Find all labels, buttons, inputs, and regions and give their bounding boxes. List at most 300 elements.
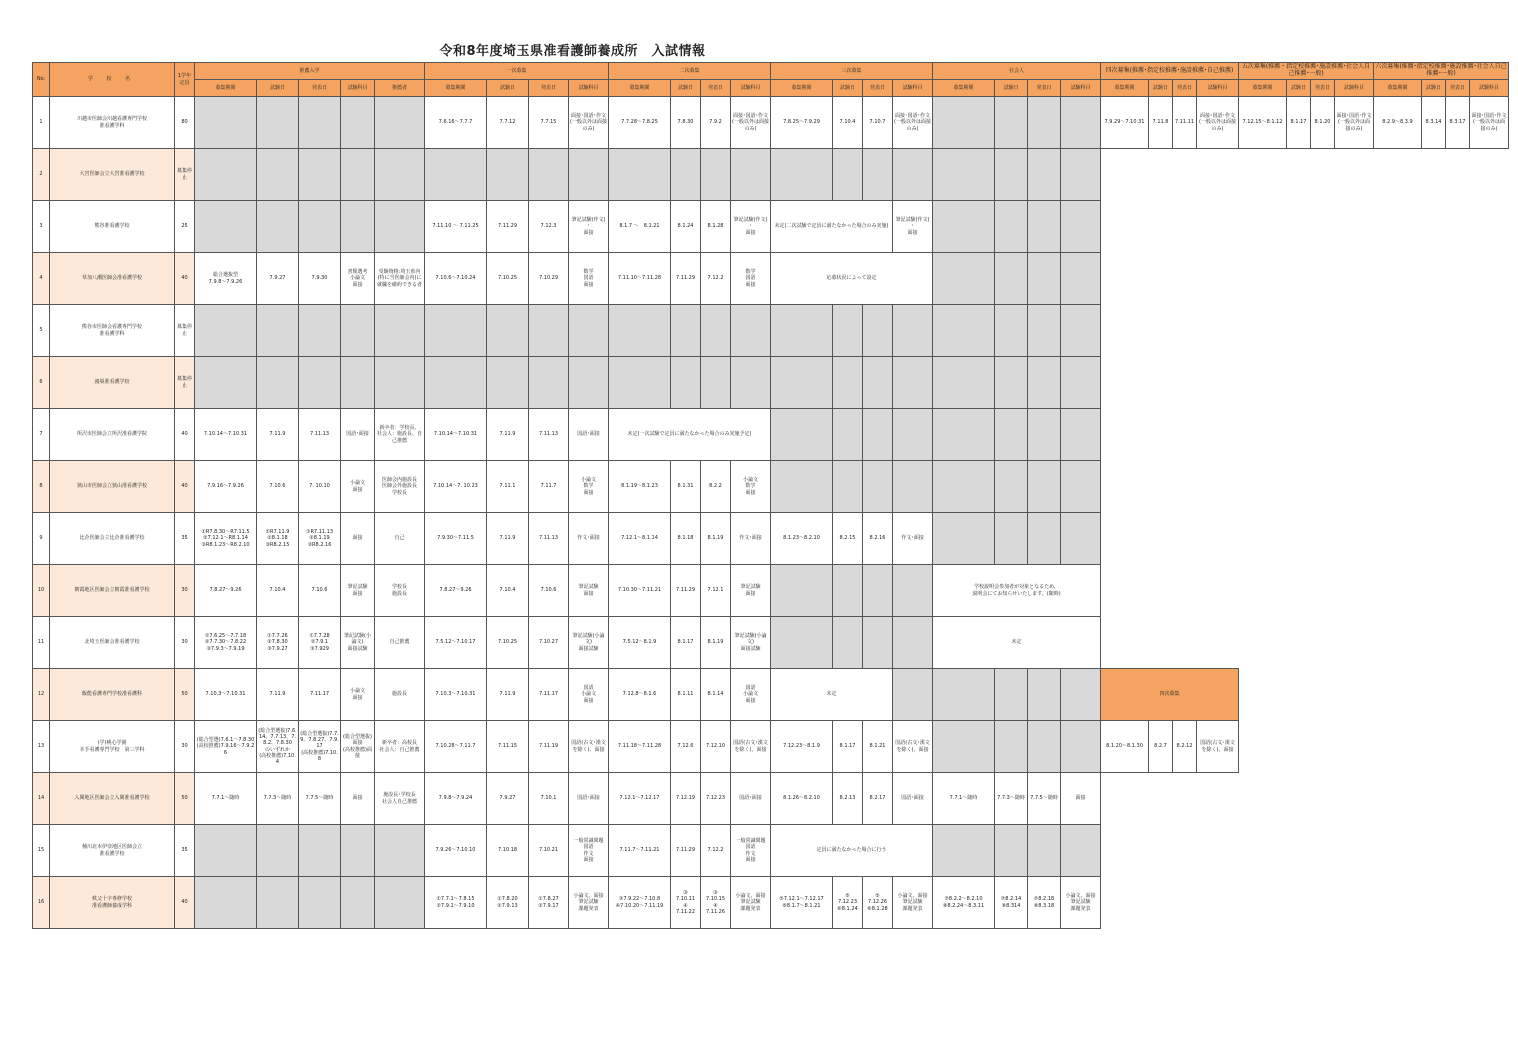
blank-cell (1311, 617, 1335, 669)
third-cell: 7.10.4 (833, 97, 863, 149)
sixth-cell: 8.3.17 (1446, 97, 1470, 149)
second-cell: 7.10.30～7.11.21 (609, 565, 671, 617)
blank-cell (1149, 409, 1173, 461)
third-cell: 7.8.25～7.9.29 (771, 97, 833, 149)
shakaijin-empty-cell (933, 357, 995, 409)
blank-cell (1446, 253, 1470, 305)
first-cell: 7.11.15 (487, 721, 529, 773)
shakaijin-empty-cell (995, 201, 1028, 253)
third-cell: 8.1.21 (863, 721, 893, 773)
blank-cell (1149, 513, 1173, 565)
shakaijin-empty-cell (995, 721, 1028, 773)
blank-cell (1374, 825, 1422, 877)
suisen-empty-cell (341, 201, 375, 253)
second-cell: 7.5.12～8.1.9 (609, 617, 671, 669)
shakaijin-empty-cell (995, 305, 1028, 357)
subheader-period: 募集期間 (1239, 80, 1287, 97)
blank-cell (1422, 461, 1446, 513)
blank-cell (1173, 461, 1197, 513)
third-cell: 国語･面接 (893, 773, 933, 825)
suisen-empty-cell (375, 149, 425, 201)
second-empty-cell (671, 305, 701, 357)
third-cell: 作文･面接 (893, 513, 933, 565)
shakaijin-empty-cell (933, 253, 995, 305)
blank-cell (1422, 201, 1446, 253)
second-merged-note: 未定(一次試験で定員に満たなかった場合のみ実施予定) (609, 409, 771, 461)
capacity: 40 (175, 877, 195, 929)
shakaijin-empty-cell (995, 253, 1028, 305)
shakaijin-empty-cell (995, 409, 1028, 461)
third-cell: ⑤7.12.1～7.12.17 ⑥8.1.7～8.1.21 (771, 877, 833, 929)
capacity: 30 (175, 565, 195, 617)
blank-cell (1446, 513, 1470, 565)
blank-cell (1287, 565, 1311, 617)
first-cell: 7.9.8～7.9.24 (425, 773, 487, 825)
third-empty-cell (893, 305, 933, 357)
first-empty-cell (425, 149, 487, 201)
third-cell: 8.1.23～8.2.10 (771, 513, 833, 565)
blank-cell (1335, 253, 1374, 305)
blank-cell (1374, 201, 1422, 253)
blank-cell (1335, 721, 1374, 773)
second-cell: 7.11.10～7.11.28 (609, 253, 671, 305)
second-cell: ③ 7.10.15 ④ 7.11.26 (701, 877, 731, 929)
suisen-empty-cell (375, 305, 425, 357)
subheader-exam: 試験日 (671, 80, 701, 97)
suisen-empty-cell (375, 201, 425, 253)
row-number: 13 (33, 721, 50, 773)
blank-cell (1149, 253, 1173, 305)
second-cell: 小論文 数学 面接 (731, 461, 771, 513)
header-school: 学 校 名 (50, 63, 175, 97)
third-cell: 7.12.23～8.1.9 (771, 721, 833, 773)
blank-cell (1101, 357, 1149, 409)
blank-cell (1470, 825, 1509, 877)
blank-cell (1446, 461, 1470, 513)
first-cell: 7.10.1 (529, 773, 569, 825)
fifth-cell: 8.1.17 (1287, 97, 1311, 149)
subheader-subjects: 試験科目 (1061, 80, 1101, 97)
first-cell: 面接･国語･作文(一般以外は面接のみ) (569, 97, 609, 149)
school-name: 熊谷市医師会看護専門学校 准看護学科 (50, 305, 175, 357)
shakaijin-cell: 7.7.1～随時 (933, 773, 995, 825)
suisen-cell: 筆記試験(小論文) 面接試験 (341, 617, 375, 669)
blank-cell (1149, 565, 1173, 617)
capacity: 募集停止 (175, 149, 195, 201)
sixth-cell: 8.2.9～8.3.9 (1374, 97, 1422, 149)
third-merged-note: 未定(二次試験で定員に満たなかった場合のみ実施) (771, 201, 893, 253)
suisen-empty-cell (299, 357, 341, 409)
second-cell: 7.7.28～7.8.25 (609, 97, 671, 149)
second-cell: 8.1.19～8.1.23 (609, 461, 671, 513)
third-cell: 国語(古文･漢文を除く)、面接 (893, 721, 933, 773)
school-name: 飯能看護専門学校准看護科 (50, 669, 175, 721)
fourth-round-label: 四次募集 (1101, 669, 1239, 721)
suisen-cell: ①7.7.28 ②7.9.1 ③7.929 (299, 617, 341, 669)
third-empty-cell (771, 305, 833, 357)
shakaijin-cell: ⑦8.2.2～8.2.10 ⑧8.2.24～8.3.11 (933, 877, 995, 929)
blank-cell (1239, 409, 1287, 461)
first-cell: 7.10.28～7.11.7 (425, 721, 487, 773)
blank-cell (1311, 721, 1335, 773)
blank-cell (1149, 305, 1173, 357)
suisen-cell: 7.8.27～9.26 (195, 565, 257, 617)
blank-cell (1374, 773, 1422, 825)
suisen-cell: 面接 (341, 513, 375, 565)
third-empty-cell (771, 409, 833, 461)
shakaijin-empty-cell (933, 825, 995, 877)
blank-cell (1335, 357, 1374, 409)
first-cell: 7.11.7 (529, 461, 569, 513)
blank-cell (1335, 669, 1374, 721)
blank-cell (1311, 565, 1335, 617)
blank-cell (1101, 617, 1149, 669)
third-cell: 8.1.17 (833, 721, 863, 773)
first-cell: 国語･面接 (569, 773, 609, 825)
blank-cell (1470, 201, 1509, 253)
blank-cell (1239, 669, 1287, 721)
blank-cell (1149, 877, 1173, 929)
blank-cell (1374, 565, 1422, 617)
suisen-empty-cell (341, 149, 375, 201)
third-empty-cell (893, 565, 933, 617)
third-merged-note: 定員に満たなかった場合に行う (771, 825, 933, 877)
shakaijin-cell: 7.7.5～随時 (1028, 773, 1061, 825)
header-first: 一次募集 (425, 63, 609, 80)
first-cell: 7.10.29 (529, 253, 569, 305)
first-empty-cell (487, 305, 529, 357)
second-cell: 7.9.2 (701, 97, 731, 149)
blank-cell (1287, 513, 1311, 565)
suisen-cell: 7.11.13 (299, 409, 341, 461)
shakaijin-empty-cell (1028, 669, 1061, 721)
table-row (33, 773, 1509, 825)
blank-cell (1374, 357, 1422, 409)
blank-cell (1470, 565, 1509, 617)
sixth-cell: 8.3.14 (1422, 97, 1446, 149)
fourth-cell: 7.9.29～7.10.31 (1101, 97, 1149, 149)
shakaijin-empty-cell (1061, 669, 1101, 721)
subheader-exam: 試験日 (1422, 80, 1446, 97)
second-cell: 7.11.29 (671, 565, 701, 617)
blank-cell (1197, 461, 1239, 513)
blank-cell (1239, 149, 1287, 201)
subheader-announce: 発表日 (1173, 80, 1197, 97)
second-cell: 作文･面接 (731, 513, 771, 565)
second-cell: 数学 国語 面接 (731, 253, 771, 305)
blank-cell (1287, 825, 1311, 877)
table-row (33, 565, 1509, 617)
first-empty-cell (425, 357, 487, 409)
blank-cell (1149, 773, 1173, 825)
blank-cell (1239, 721, 1287, 773)
suisen-cell: (総合型選抜)7.7.9、7.8.27、7.9.17 (高校推薦)7.10.8 (299, 721, 341, 773)
blank-cell (1239, 773, 1287, 825)
suisen-cell: 国語･面接 (341, 409, 375, 461)
first-cell: ①7.8.27 ②7.9.17 (529, 877, 569, 929)
first-cell: 7.10.6～7.10.24 (425, 253, 487, 305)
first-empty-cell (487, 149, 529, 201)
blank-cell (1197, 877, 1239, 929)
blank-cell (1287, 669, 1311, 721)
blank-cell (1446, 825, 1470, 877)
second-cell: 8.1.19 (701, 617, 731, 669)
subheader-period: 募集期間 (933, 80, 995, 97)
suisen-empty-cell (195, 357, 257, 409)
suisen-empty-cell (341, 357, 375, 409)
suisen-cell: 7.10.4 (257, 565, 299, 617)
blank-cell (1422, 409, 1446, 461)
shakaijin-cell: 面接 (1061, 773, 1101, 825)
header-third: 三次募集 (771, 63, 933, 80)
suisen-empty-cell (375, 357, 425, 409)
table-row (33, 409, 1509, 461)
blank-cell (1470, 513, 1509, 565)
second-cell: 8.1.14 (701, 669, 731, 721)
suisen-empty-cell (257, 305, 299, 357)
shakaijin-empty-cell (1061, 149, 1101, 201)
shakaijin-cell: 小論文、面接 筆記試験 課題発表 (1061, 877, 1101, 929)
blank-cell (1422, 513, 1446, 565)
school-name: 川越市医師会川越看護専門学校 准看護学科 (50, 97, 175, 149)
third-empty-cell (893, 669, 933, 721)
third-merged-note: 応募状況によって設定 (771, 253, 933, 305)
first-cell: 国語(古文･漢文を除く)、面接 (569, 721, 609, 773)
blank-cell (1101, 409, 1149, 461)
first-cell: 7.11.9 (487, 513, 529, 565)
shakaijin-empty-cell (1028, 305, 1061, 357)
shakaijin-merged-note: 学校説明会参加者が対象となるため、 説明会にてお知らせいたします。(随時) (933, 565, 1101, 617)
blank-cell (1311, 201, 1335, 253)
blank-cell (1101, 461, 1149, 513)
blank-cell (1239, 565, 1287, 617)
first-cell: 7.10.25 (487, 253, 529, 305)
blank-cell (1149, 201, 1173, 253)
third-empty-cell (863, 149, 893, 201)
suisen-empty-cell (341, 877, 375, 929)
blank-cell (1287, 461, 1311, 513)
second-cell: 7.12.1～7.12.17 (609, 773, 671, 825)
third-empty-cell (771, 357, 833, 409)
blank-cell (1239, 253, 1287, 305)
subheader-subjects: 試験科目 (1197, 80, 1239, 97)
first-empty-cell (569, 357, 609, 409)
third-empty-cell (833, 305, 863, 357)
first-cell: 数学 国語 面接 (569, 253, 609, 305)
first-empty-cell (529, 357, 569, 409)
shakaijin-empty-cell (1061, 97, 1101, 149)
shakaijin-empty-cell (1061, 357, 1101, 409)
second-cell: 7.12.10 (701, 721, 731, 773)
suisen-empty-cell (195, 305, 257, 357)
shakaijin-empty-cell (1061, 825, 1101, 877)
third-empty-cell (893, 461, 933, 513)
third-cell: 8.2.16 (863, 513, 893, 565)
table-row (33, 357, 1509, 409)
blank-cell (1374, 409, 1422, 461)
blank-cell (1101, 149, 1149, 201)
fourth-cell: 国語(古文･漢文を除く)、面接 (1197, 721, 1239, 773)
subheader-subjects: 試験科目 (341, 80, 375, 97)
blank-cell (1374, 305, 1422, 357)
table-row (33, 669, 1509, 721)
table-row (33, 461, 1509, 513)
third-empty-cell (833, 461, 863, 513)
row-number: 1 (33, 97, 50, 149)
fourth-cell: 8.2.12 (1173, 721, 1197, 773)
suisen-cell: 7.9.16～7.9.26 (195, 461, 257, 513)
third-empty-cell (771, 565, 833, 617)
second-empty-cell (671, 149, 701, 201)
second-cell: 8.1.24 (671, 201, 701, 253)
third-empty-cell (771, 617, 833, 669)
subheader-announce: 発表日 (1311, 80, 1335, 97)
third-empty-cell (771, 149, 833, 201)
school-name: 北埼玉医師会准看護学校 (50, 617, 175, 669)
school-name: 比企医師会立比企准看護学校 (50, 513, 175, 565)
subheader-announce: 発表日 (1446, 80, 1470, 97)
table-row (33, 721, 1509, 773)
suisen-cell: 受験資格:埼玉県内(特に当医師会内)に就職を確約できる者 (375, 253, 425, 305)
second-cell: 8.1.17 (671, 617, 701, 669)
second-cell: 国語(古文･漢文を除く)、面接 (731, 721, 771, 773)
second-cell: 一般常識問題 国語 作文 面接 (731, 825, 771, 877)
blank-cell (1422, 877, 1446, 929)
third-empty-cell (863, 565, 893, 617)
suisen-empty-cell (195, 97, 257, 149)
shakaijin-empty-cell (933, 461, 995, 513)
blank-cell (1287, 877, 1311, 929)
suisen-cell: 7.7.1～随時 (195, 773, 257, 825)
second-cell: 7.11.29 (671, 253, 701, 305)
second-empty-cell (731, 357, 771, 409)
blank-cell (1311, 253, 1335, 305)
first-cell: 7.6.16～7.7.7 (425, 97, 487, 149)
subheader-announce: 発表日 (529, 80, 569, 97)
subheader-announce: 発表日 (299, 80, 341, 97)
second-cell: 7.12.1 (701, 565, 731, 617)
suisen-empty-cell (195, 825, 257, 877)
blank-cell (1374, 461, 1422, 513)
shakaijin-empty-cell (1028, 253, 1061, 305)
subheader-period: 募集期間 (1374, 80, 1422, 97)
suisen-empty-cell (257, 201, 299, 253)
header-shakaijin: 社会人 (933, 63, 1101, 80)
second-cell: 7.12.2 (701, 825, 731, 877)
suisen-cell: 7.7.3～随時 (257, 773, 299, 825)
suisen-empty-cell (299, 97, 341, 149)
first-cell: 小論文、面接 筆記試験 課題発表 (569, 877, 609, 929)
table-row (33, 617, 1509, 669)
table-row (33, 305, 1509, 357)
blank-cell (1422, 565, 1446, 617)
blank-cell (1239, 201, 1287, 253)
third-empty-cell (833, 565, 863, 617)
blank-cell (1422, 149, 1446, 201)
blank-cell (1470, 461, 1509, 513)
suisen-cell: 7.9.30 (299, 253, 341, 305)
third-cell: 面接･国語･作文(一般以外は面接のみ) (893, 97, 933, 149)
first-cell: ①7.7.1～7.8.15 ②7.9.1～7.9.10 (425, 877, 487, 929)
blank-cell (1197, 565, 1239, 617)
second-cell: 7.11.18～7.11.28 (609, 721, 671, 773)
suisen-empty-cell (257, 825, 299, 877)
shakaijin-empty-cell (1028, 825, 1061, 877)
blank-cell (1422, 253, 1446, 305)
third-merged-note: 未定 (771, 669, 893, 721)
suisen-cell: 総合選抜型 7.9.8～7.9.26 (195, 253, 257, 305)
blank-cell (1470, 877, 1509, 929)
sixth-cell: 面接･国語･作文(一般以外は面接のみ) (1470, 97, 1509, 149)
suisen-cell: 自己 (375, 513, 425, 565)
blank-cell (1470, 149, 1509, 201)
suisen-empty-cell (375, 97, 425, 149)
first-cell: 7.11.9 (487, 669, 529, 721)
subheader-exam: 試験日 (833, 80, 863, 97)
blank-cell (1311, 825, 1335, 877)
second-cell: 7.12.19 (671, 773, 701, 825)
shakaijin-empty-cell (1028, 149, 1061, 201)
blank-cell (1149, 357, 1173, 409)
blank-cell (1470, 669, 1509, 721)
third-cell: 8.2.15 (833, 513, 863, 565)
first-cell: 7.8.27～9.26 (425, 565, 487, 617)
suisen-empty-cell (195, 877, 257, 929)
first-cell: 作文･面接 (569, 513, 609, 565)
shakaijin-empty-cell (933, 97, 995, 149)
blank-cell (1239, 461, 1287, 513)
capacity: 25 (175, 201, 195, 253)
second-cell: 7.12.6 (671, 721, 701, 773)
first-cell: 7.9.27 (487, 773, 529, 825)
second-cell: 7.12.1～8.1.14 (609, 513, 671, 565)
page-title: 令和8年度埼玉県准看護師養成所 入試情報 (439, 44, 706, 59)
blank-cell (1311, 409, 1335, 461)
row-number: 5 (33, 305, 50, 357)
blank-cell (1287, 149, 1311, 201)
blank-cell (1101, 305, 1149, 357)
blank-cell (1173, 149, 1197, 201)
second-cell: 小論文、面接 筆記試験 課題発表 (731, 877, 771, 929)
shakaijin-empty-cell (933, 149, 995, 201)
blank-cell (1335, 201, 1374, 253)
first-cell: 筆記試験 面接 (569, 565, 609, 617)
first-cell: 7.11.10 ～ 7.11.25 (425, 201, 487, 253)
capacity: 30 (175, 617, 195, 669)
capacity: 40 (175, 409, 195, 461)
subheader-subjects: 試験科目 (1470, 80, 1509, 97)
suisen-empty-cell (375, 877, 425, 929)
first-cell: 7.10.18 (487, 825, 529, 877)
blank-cell (1335, 461, 1374, 513)
school-name: 鴻巣准看護学校 (50, 357, 175, 409)
blank-cell (1239, 305, 1287, 357)
subheader-exam: 試験日 (257, 80, 299, 97)
header-fourth: 四次募集(推薦･指定校推薦･施設推薦･自己推薦) (1101, 63, 1239, 80)
shakaijin-merged-note: 未定 (933, 617, 1101, 669)
third-empty-cell (863, 409, 893, 461)
first-cell: 7.11.1 (487, 461, 529, 513)
fourth-cell: 8.2.7 (1149, 721, 1173, 773)
third-empty-cell (893, 617, 933, 669)
suisen-empty-cell (299, 825, 341, 877)
blank-cell (1239, 357, 1287, 409)
blank-cell (1470, 773, 1509, 825)
shakaijin-empty-cell (1061, 461, 1101, 513)
second-empty-cell (671, 357, 701, 409)
subheader-subjects: 試験科目 (1335, 80, 1374, 97)
shakaijin-empty-cell (995, 513, 1028, 565)
